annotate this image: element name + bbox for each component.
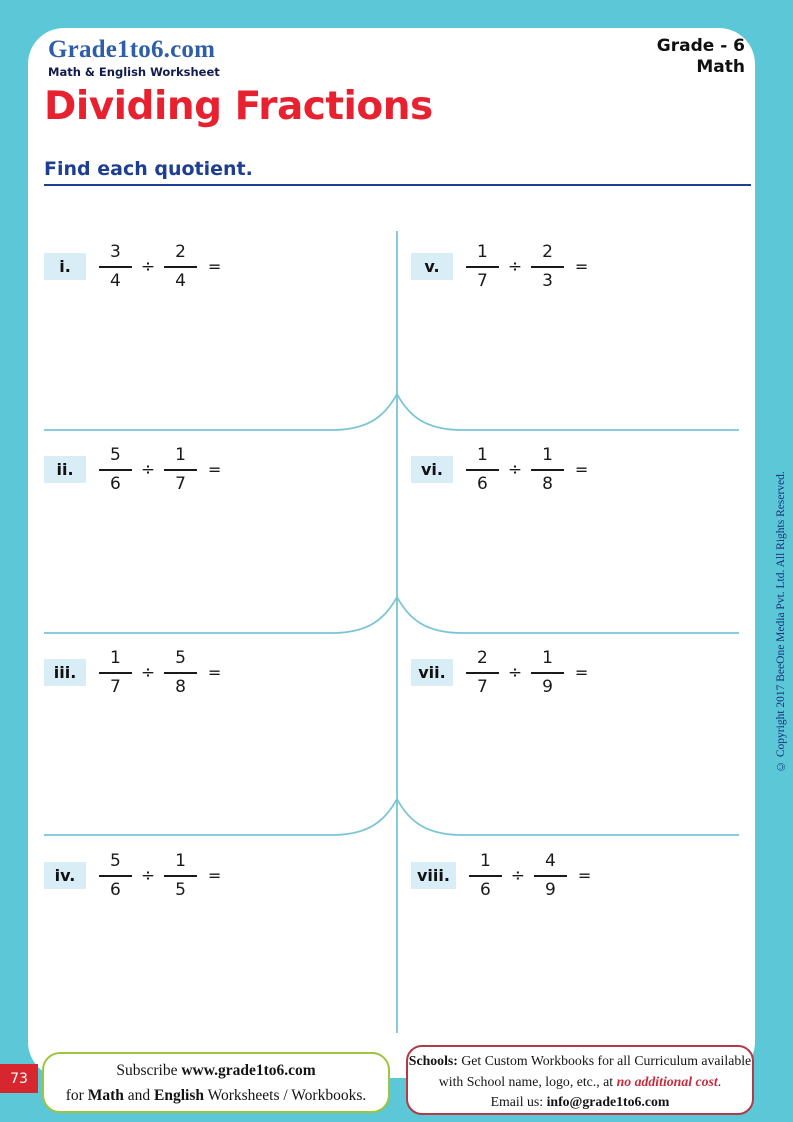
problem-cell-iii <box>44 631 397 834</box>
instruction-underline <box>44 184 751 186</box>
denominator: 7 <box>110 676 121 697</box>
problem-label: iii. <box>44 659 86 686</box>
numerator: 1 <box>164 850 197 877</box>
problem-cell-vi <box>397 428 739 631</box>
divide-sign: ÷ <box>140 865 156 886</box>
problem-cell-iv <box>44 834 397 1037</box>
problem-v <box>411 241 739 293</box>
schools-box <box>406 1045 754 1115</box>
fraction-divisor <box>164 444 197 496</box>
problem-cell-viii <box>397 834 739 1037</box>
divide-sign: ÷ <box>140 459 156 480</box>
grade-label: Grade - 6 <box>656 36 745 56</box>
schools-line2: with School name, logo, etc., at no additional cost. <box>438 1073 722 1089</box>
numerator: 1 <box>531 647 564 674</box>
denominator: 6 <box>110 879 121 900</box>
problem-vi <box>411 444 739 496</box>
denominator: 4 <box>110 270 121 291</box>
equals-sign: = <box>574 257 589 277</box>
problem-i <box>44 241 397 293</box>
divide-sign: ÷ <box>510 865 526 886</box>
divide-sign: ÷ <box>507 256 523 277</box>
denominator: 4 <box>175 270 186 291</box>
numerator: 3 <box>99 241 132 268</box>
numerator: 1 <box>466 444 499 471</box>
equals-sign: = <box>574 663 589 683</box>
denominator: 9 <box>545 879 556 900</box>
subscribe-url: www.grade1to6.com <box>181 1062 316 1079</box>
numerator: 2 <box>531 241 564 268</box>
numerator: 5 <box>99 850 132 877</box>
subscribe-line1: Subscribe www.grade1to6.com <box>116 1062 316 1079</box>
problem-label: iv. <box>44 862 86 889</box>
problems-area <box>44 225 739 1040</box>
problem-cell-ii <box>44 428 397 631</box>
numerator: 1 <box>469 850 502 877</box>
fraction-dividend <box>469 850 502 902</box>
no-additional-cost-text: no additional cost <box>616 1073 718 1089</box>
problem-iii <box>44 647 397 699</box>
fraction-dividend <box>99 241 132 293</box>
denominator: 6 <box>479 879 491 900</box>
fraction-dividend <box>99 444 132 496</box>
denominator: 3 <box>542 270 553 291</box>
problem-cell-v <box>397 225 739 428</box>
fraction-dividend <box>99 647 132 699</box>
denominator: 8 <box>542 473 553 494</box>
problem-cell-i <box>44 225 397 428</box>
fraction-divisor <box>531 241 564 293</box>
site-logo-subtitle: Math & English Worksheet <box>48 65 220 79</box>
divide-sign: ÷ <box>507 459 523 480</box>
numerator: 1 <box>99 647 132 674</box>
fraction-divisor <box>534 850 567 902</box>
equals-sign: = <box>207 866 222 886</box>
problem-label: v. <box>411 253 453 280</box>
numerator: 1 <box>466 241 499 268</box>
fraction-divisor <box>531 647 564 699</box>
denominator: 5 <box>175 879 186 900</box>
problem-label: viii. <box>411 862 456 889</box>
numerator: 5 <box>99 444 132 471</box>
fraction-dividend <box>466 647 499 699</box>
problem-label: vi. <box>411 456 453 483</box>
problems-grid <box>44 225 739 1037</box>
equals-sign: = <box>207 460 222 480</box>
numerator: 1 <box>531 444 564 471</box>
denominator: 7 <box>477 270 488 291</box>
grade-subject-block <box>657 36 745 79</box>
fraction-divisor <box>164 647 197 699</box>
copyright-text: © Copyright 2017 BeeOne Media Pvt. Ltd. All Rights Reserved. <box>775 471 787 772</box>
equals-sign: = <box>574 460 589 480</box>
fraction-dividend <box>99 850 132 902</box>
divide-sign: ÷ <box>140 256 156 277</box>
subscribe-line2: for Math and English Worksheets / Workbooks. <box>65 1086 367 1104</box>
problem-viii <box>411 850 739 902</box>
equals-sign: = <box>577 866 592 886</box>
schools-line1: Schools: Get Custom Workbooks for all Curriculum available <box>408 1053 752 1068</box>
divide-sign: ÷ <box>140 662 156 683</box>
problem-cell-vii <box>397 631 739 834</box>
fraction-divisor <box>531 444 564 496</box>
equals-sign: = <box>207 663 222 683</box>
page-number-badge: 73 <box>0 1064 38 1093</box>
denominator: 8 <box>175 676 186 697</box>
denominator: 7 <box>175 473 186 494</box>
instruction-text: Find each quotient. <box>44 158 253 180</box>
numerator: 1 <box>164 444 197 471</box>
subscribe-box <box>42 1052 390 1113</box>
problem-label: ii. <box>44 456 86 483</box>
denominator: 6 <box>110 473 121 494</box>
problem-label: i. <box>44 253 86 280</box>
denominator: 6 <box>477 473 488 494</box>
schools-line3: Email us: info@grade1to6.com <box>490 1094 670 1110</box>
numerator: 2 <box>164 241 197 268</box>
site-logo-text: Grade1to6.com <box>48 36 216 63</box>
denominator: 9 <box>542 676 553 697</box>
problem-iv <box>44 850 397 902</box>
subject-label: Math <box>696 57 745 78</box>
fraction-divisor <box>164 241 197 293</box>
fraction-dividend <box>466 241 499 293</box>
divide-sign: ÷ <box>507 662 523 683</box>
site-logo <box>48 36 220 79</box>
page-title: Dividing Fractions <box>44 84 433 129</box>
numerator: 2 <box>466 647 499 674</box>
problem-label: vii. <box>411 659 453 686</box>
numerator: 5 <box>164 647 197 674</box>
problem-vii <box>411 647 739 699</box>
fraction-divisor <box>164 850 197 902</box>
problem-ii <box>44 444 397 496</box>
contact-email: info@grade1to6.com <box>546 1094 670 1110</box>
equals-sign: = <box>207 257 222 277</box>
worksheet-sheet <box>28 28 755 1078</box>
denominator: 7 <box>477 676 488 697</box>
fraction-dividend <box>466 444 499 496</box>
numerator: 4 <box>534 850 567 877</box>
